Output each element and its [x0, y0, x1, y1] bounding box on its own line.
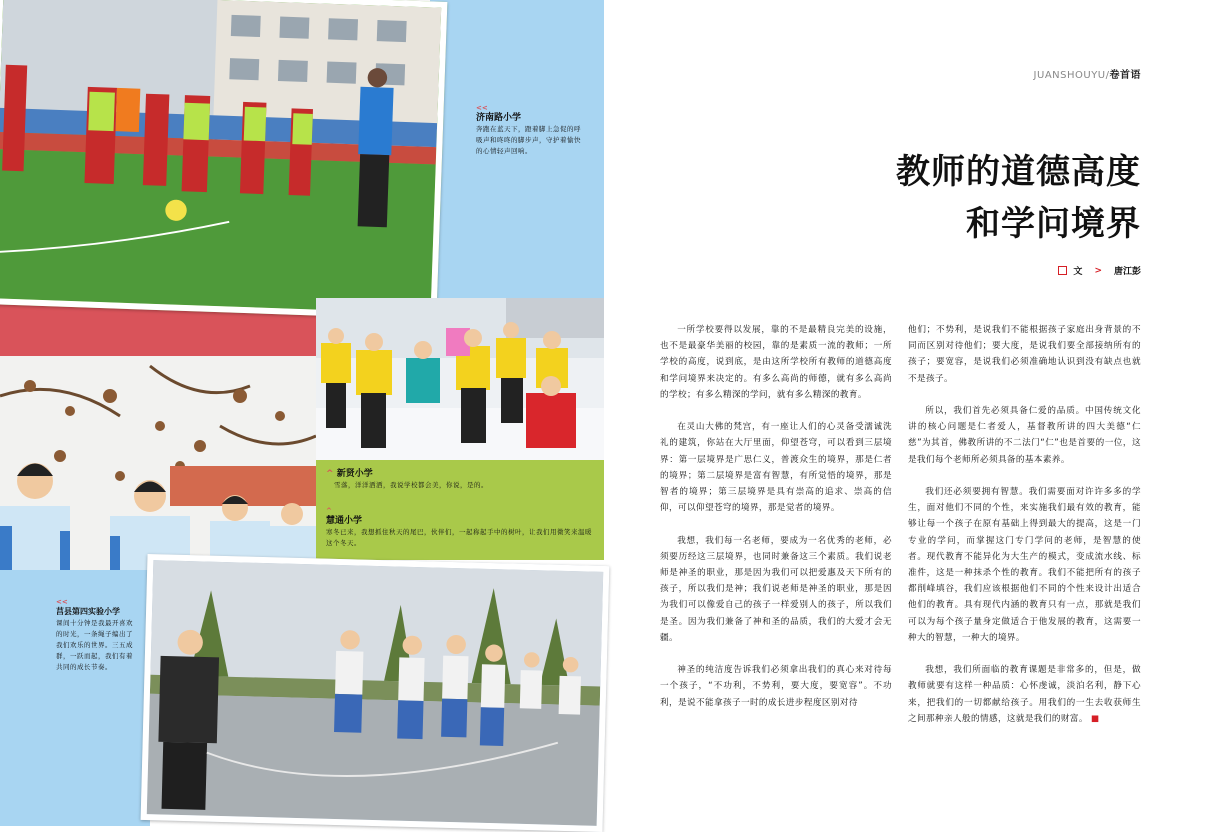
caption-body: 奔跑在蓝天下，蹬着脚上急促的呼吸声和咚咚的脚步声，守护着愉快的心情轻声回响。	[476, 125, 581, 155]
paragraph: 他们；不势利，是说我们不能根据孩子家庭出身背景的不同而区别对待他们；要大度，是说我们要全部接纳所有的孩子；要宽容，是说我们必须准确地认识到没有缺点也就不是孩子。	[908, 325, 1141, 384]
photo-jump-rope	[141, 554, 610, 832]
caption-huiyuan	[326, 508, 596, 549]
caption-title: 济南路小学	[476, 113, 522, 123]
caption-arrow: <<	[56, 598, 68, 606]
caption-xinxian	[326, 468, 596, 491]
paragraph	[908, 662, 1141, 727]
caption-title: 新贤小学	[336, 469, 373, 479]
caption-juxian	[56, 598, 136, 673]
paragraph: 一所学校要得以发展，靠的不是最精良完美的设施，也不是最豪华美丽的校园，靠的是素质一流的教师；一所学校的高度，说到底，是由这所学校所有教师的道德高度和学问境界来决定的。有多么高尚的师德，就有多么高尚的学校；有多么精深的学问，就有多么精深的教育。	[660, 325, 892, 400]
byline-arrow: >	[1094, 265, 1102, 276]
paragraph: 所以，我们首先必须具备仁爱的品质。中国传统文化讲的核心问题是仁者爱人，基督教所讲的四大美德“仁慈”为其首，佛教所讲的不二法门“仁”也是首要的一位，这是我们每个老师所必须具备的基本素养。	[908, 406, 1141, 465]
caption-arrow: ^	[326, 507, 332, 515]
section-header	[1034, 66, 1141, 81]
caption-title: 慧通小学	[326, 516, 363, 526]
paragraph: 我们还必须要拥有智慧。我们需要面对许许多多的学生，面对他们不同的个性，来实施我们最有效的教育，能够让每一个孩子在原有基础上得到最大的提高，这是一门专业的学问，而掌握这门专门学问的老师，是智慧的使者。现代教育不能异化为大生产的模式，变成流水线、标准件，这是一种抹杀个性的教育。我们不能把所有的孩子都削峰填谷，我们应该根据他们不同的个性来设计出适合他们的教育。具有现代内涵的教育只有一点，那就是我们可以为每个孩子量身定做适合于他发展的教育，这需要一种大的智慧，一种大的境界。	[908, 487, 1141, 643]
article-title-line1: 教师的道德高度	[896, 152, 1141, 192]
article-title-line2: 和学问境界	[966, 204, 1141, 244]
header-section: 卷首语	[1109, 70, 1141, 81]
caption-arrow: ^	[326, 469, 334, 479]
caption-title-row	[326, 468, 596, 480]
caption-jinan	[476, 104, 586, 157]
byline-label: 文	[1073, 267, 1083, 277]
end-mark: ■	[1090, 713, 1100, 724]
article-column-2	[908, 322, 1141, 743]
paragraph: 我想，我们每一名老师，要成为一名优秀的老师，必须要历经这三层境界，也同时兼备这三个素质。我们说老师是神圣的职业，那是因为我们可以把爱惠及天下所有的孩子，所以我们是神；我们说老师是神圣的职业，那是因为我们可以像爱自己的孩子一样爱别人的孩子，所以我们是圣。因为我们兼备了神和圣的品质，我们的大爱才会无疆。	[660, 535, 892, 643]
article-title	[896, 146, 1141, 250]
photo-snow-kids	[316, 298, 604, 460]
paragraph: 神圣的纯洁度告诉我们必须拿出我们的真心来对待每一个孩子，“不功利，不势利，要大度，要宽容”。不功利，是说不能拿孩子一时的成长进步程度区别对待	[660, 665, 892, 708]
paragraph-text: 我想，我们所面临的教育课题是非常多的，但是，做教师就要有这样一种品质：心怀虔诚，淡泊名利，静下心来，把我们的一切都献给孩子。用我们的一生去收获师生之间那种亲人般的情感，这就是我们的财富。	[908, 665, 1141, 724]
caption-arrow: <<	[476, 104, 488, 112]
article-column-1	[660, 322, 892, 727]
caption-body: 课间十分钟是我最开喜欢的时光，一条绳子编出了我们欢乐的世界。三五成群，一跃而起，我们有着共同的成长节奏。	[56, 619, 133, 671]
byline-box-icon	[1058, 266, 1067, 275]
header-separator: /	[1105, 70, 1110, 81]
caption-body: 雪落，洋洋洒洒，我说学校都会美，你说，是的。	[334, 481, 488, 489]
byline-author: 唐江彭	[1113, 267, 1141, 277]
photo-autumn-leaves	[0, 356, 316, 570]
caption-title: 莒县第四实验小学	[56, 607, 120, 616]
caption-body: 寒冬已来，我想抓住秋天的尾巴，伙伴们，一起称起手中的树叶，让我们用微笑来温暖这个冬天。	[326, 528, 592, 547]
caption-title-row	[326, 508, 596, 527]
byline	[1058, 264, 1141, 277]
photo-football-field	[0, 0, 447, 320]
header-brand: JUANSHOUYU	[1033, 70, 1106, 81]
paragraph: 在灵山大佛的梵宫，有一座让人们的心灵备受濡诚洗礼的建筑，你站在大厅里面，仰望苍穹，可以看到三层境界：第一层境界是广思仁义，普渡众生的境界，那是仁者的境界；第二层境界是富有智慧，有所觉悟的境界，那是智者的境界；第三层境界是具有崇高的追求、崇高的信仰，可以仰望苍穹的境界，那是觉者的境界。	[660, 422, 892, 514]
